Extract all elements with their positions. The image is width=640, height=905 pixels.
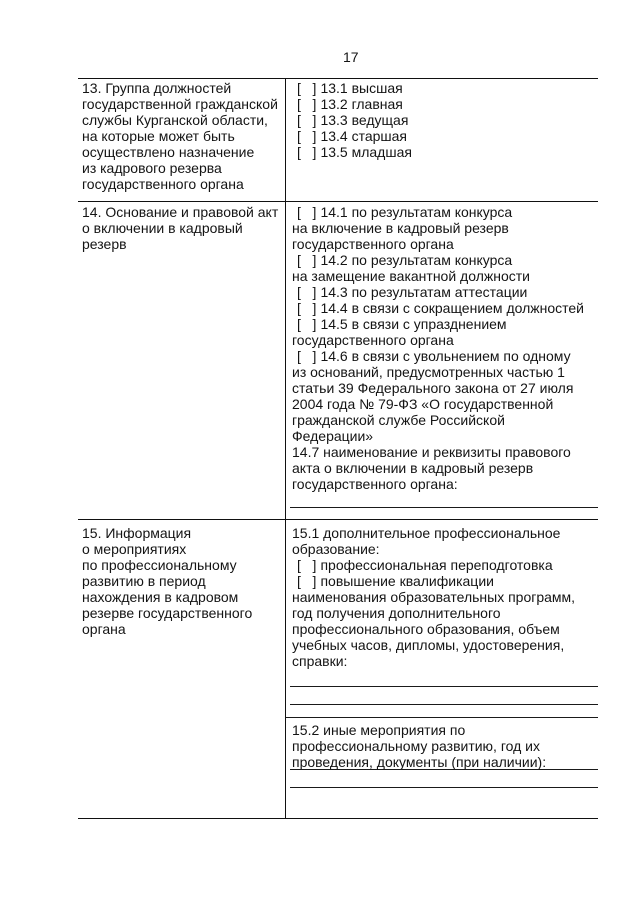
checkbox[interactable]: [ ] [297, 204, 317, 220]
table-bottom-border [78, 818, 598, 819]
option-14-6 [292, 348, 598, 444]
label-line: 13. Группа должностей [82, 80, 232, 96]
label-line: по профессиональному [82, 557, 237, 573]
prompt-line: 14.7 наименование и реквизиты правового [292, 444, 571, 460]
label-line: государственной гражданской [82, 96, 278, 112]
option-label-continuation: на включение в кадровый резерв [292, 220, 509, 236]
option-label-continuation: на замещение вакантной должности [292, 268, 530, 284]
option-13-2[interactable] [292, 96, 598, 112]
checkbox[interactable]: [ ] [297, 284, 317, 300]
option-line[interactable] [292, 204, 598, 220]
row-13-options [292, 80, 598, 160]
row-14-label [82, 204, 282, 252]
subsection-divider [286, 717, 598, 718]
label-line: развитию в период [82, 573, 206, 589]
option-label: 14.1 по результатам конкурса [320, 204, 513, 220]
option-label: 13.2 главная [320, 96, 403, 112]
option-label: 14.3 по результатам аттестации [320, 284, 528, 300]
row-15-education [292, 525, 598, 669]
option-14-1 [292, 204, 598, 252]
label-line: 15. Информация [82, 525, 192, 541]
option-14-4 [292, 300, 598, 316]
option-label-continuation: 2004 года № 79-ФЗ «О государственной [292, 396, 554, 412]
label-line: резерве государственного [82, 605, 253, 621]
row-divider [78, 201, 598, 202]
label-line: нахождения в кадровом [82, 589, 239, 605]
row-15-label [82, 525, 282, 637]
option-label: 13.5 младшая [320, 144, 412, 160]
checkbox[interactable]: [ ] [297, 80, 317, 96]
option-13-4[interactable] [292, 128, 598, 144]
option-label: повышение квалификации [320, 573, 494, 589]
legal-act-fill-line[interactable] [290, 507, 598, 508]
option-label-continuation: государственного органа [292, 332, 454, 348]
details-prompt-line: год получения дополнительного [292, 605, 501, 621]
education-fill-line[interactable] [290, 704, 598, 705]
legal-act-prompt [292, 444, 598, 492]
subsection-heading: 15.2 иные мероприятия по [292, 722, 466, 738]
option-retraining[interactable] [292, 557, 598, 573]
checkbox[interactable]: [ ] [297, 96, 317, 112]
subsection-heading: профессиональному развитию, год их [292, 738, 540, 754]
table-top-border [78, 78, 598, 79]
option-13-3[interactable] [292, 112, 598, 128]
option-13-1[interactable] [292, 80, 598, 96]
option-label: 14.2 по результатам конкурса [320, 252, 513, 268]
subsection-heading: 15.1 дополнительное профессиональное [292, 525, 561, 541]
option-label-continuation: из оснований, предусмотренных частью 1 [292, 364, 565, 380]
option-label: 14.5 в связи с упразднением [320, 316, 507, 332]
label-line: государственного органа [82, 176, 244, 192]
checkbox[interactable]: [ ] [297, 300, 317, 316]
checkbox[interactable]: [ ] [297, 573, 317, 589]
label-line: органа [82, 621, 126, 637]
checkbox[interactable]: [ ] [297, 128, 317, 144]
row-14-options [292, 204, 598, 492]
details-prompt-line: профессионального образования, объем [292, 621, 560, 637]
option-label: 14.4 в связи с сокращением должностей [320, 300, 584, 316]
label-line: резерв [82, 236, 127, 252]
checkbox[interactable]: [ ] [297, 557, 317, 573]
option-label: 13.3 ведущая [320, 112, 409, 128]
row-15-other-activities [292, 722, 598, 770]
activities-fill-line[interactable] [290, 787, 598, 788]
column-divider [285, 78, 286, 819]
subsection-heading: проведения, документы (при наличии): [292, 754, 547, 770]
details-prompt-line: справки: [292, 653, 348, 669]
prompt-line: акта о включении в кадровый резерв [292, 460, 534, 476]
label-line: на которые может быть [82, 128, 235, 144]
label-line: 14. Основание и правовой акт [82, 204, 279, 220]
option-line[interactable] [292, 300, 598, 316]
activities-fill-line[interactable] [290, 769, 598, 770]
label-line: из кадрового резерва [82, 160, 222, 176]
details-prompt-line: наименования образовательных программ, [292, 589, 576, 605]
option-line[interactable] [292, 316, 598, 332]
label-line: о включении в кадровый [82, 220, 243, 236]
option-13-5[interactable] [292, 144, 598, 160]
row-divider [78, 519, 598, 520]
option-qualification[interactable] [292, 573, 598, 589]
option-label-continuation: статьи 39 Федерального закона от 27 июля [292, 380, 574, 396]
option-label-continuation: государственного органа [292, 236, 454, 252]
checkbox[interactable]: [ ] [297, 348, 317, 364]
option-label: 13.1 высшая [320, 80, 403, 96]
option-label-continuation: Федерации» [292, 428, 374, 444]
option-line[interactable] [292, 348, 598, 364]
option-label-continuation: гражданской службе Российской [292, 412, 505, 428]
label-line: осуществлено назначение [82, 144, 255, 160]
checkbox[interactable]: [ ] [297, 112, 317, 128]
option-14-2 [292, 252, 598, 284]
option-line[interactable] [292, 284, 598, 300]
prompt-line: государственного органа: [292, 476, 458, 492]
details-prompt-line: учебных часов, дипломы, удостоверения, [292, 637, 565, 653]
option-label: 13.4 старшая [320, 128, 408, 144]
option-label: 14.6 в связи с увольнением по одному [320, 348, 571, 364]
page-number: 17 [343, 49, 359, 65]
education-fill-line[interactable] [290, 686, 598, 687]
checkbox[interactable]: [ ] [297, 316, 317, 332]
checkbox[interactable]: [ ] [297, 252, 317, 268]
option-14-3 [292, 284, 598, 300]
option-label: профессиональная переподготовка [320, 557, 553, 573]
checkbox[interactable]: [ ] [297, 144, 317, 160]
label-line: службы Курганской области, [82, 112, 268, 128]
subsection-heading: образование: [292, 541, 380, 557]
option-14-5 [292, 316, 598, 348]
row-13-label [82, 80, 282, 192]
label-line: о мероприятиях [82, 541, 187, 557]
option-line[interactable] [292, 252, 598, 268]
